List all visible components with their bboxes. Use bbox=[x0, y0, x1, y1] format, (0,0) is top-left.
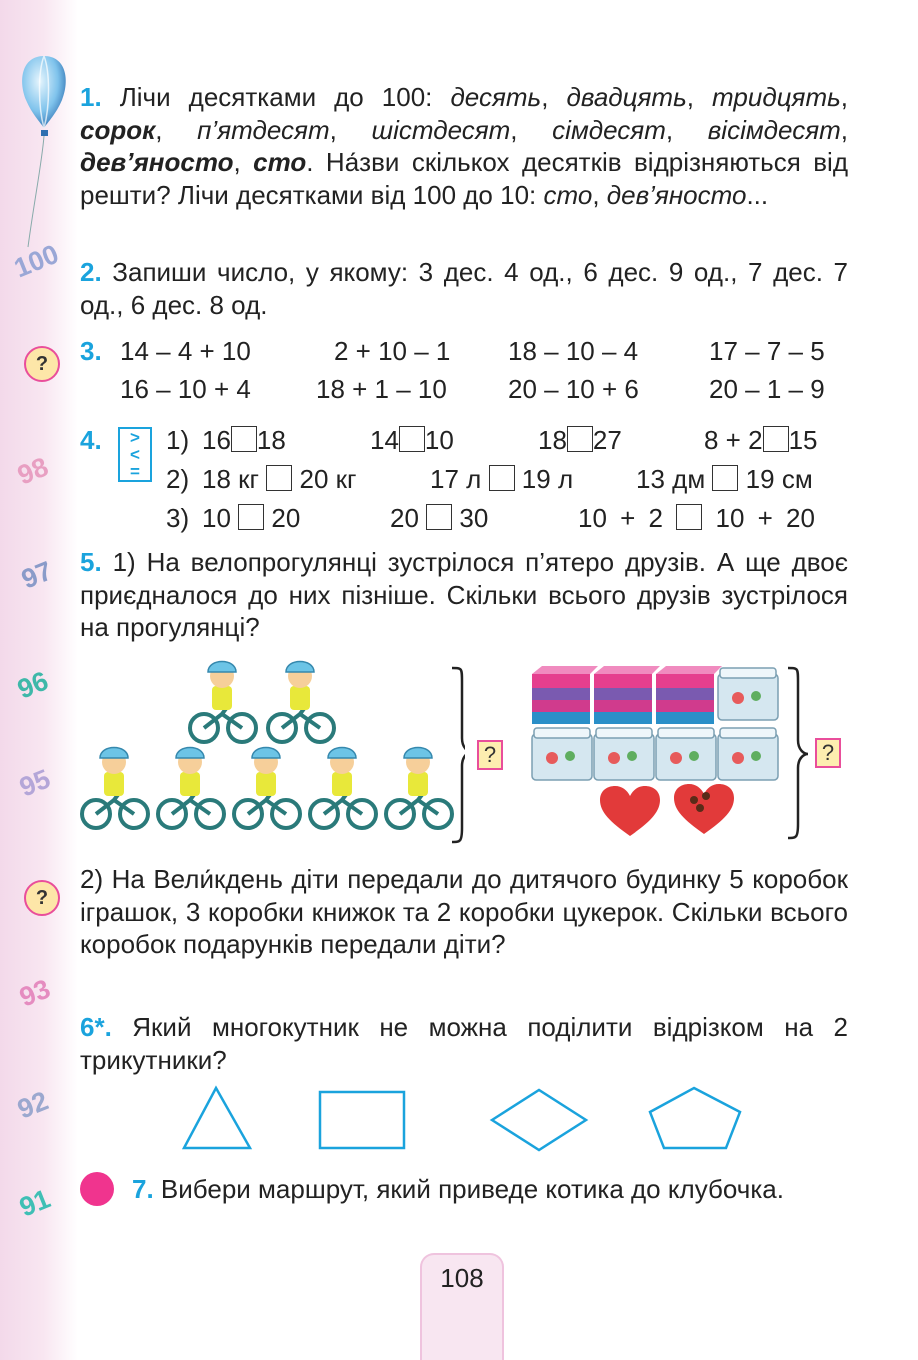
task-number: 7. bbox=[132, 1174, 154, 1204]
side-number: 95 bbox=[15, 763, 55, 803]
side-number: 100 bbox=[9, 238, 63, 284]
triangle-shape bbox=[184, 1088, 250, 1148]
word: дев’яносто bbox=[606, 179, 747, 210]
right: 20 bbox=[271, 503, 301, 533]
rectangle-shape bbox=[320, 1092, 404, 1148]
answer-box[interactable] bbox=[489, 465, 515, 491]
page-number bbox=[420, 1253, 504, 1360]
task-number: 5. bbox=[80, 547, 102, 577]
question-icon: ? bbox=[24, 346, 60, 382]
expression: 17 – 7 – 5 bbox=[709, 336, 825, 366]
word: п’ятдесят bbox=[197, 114, 330, 145]
sign: = bbox=[130, 462, 140, 481]
task-number: 6*. bbox=[80, 1012, 112, 1042]
compare-item bbox=[202, 425, 286, 456]
text: Лічи десятками до 100: bbox=[101, 82, 451, 112]
polygons-row bbox=[180, 1084, 750, 1156]
task-5-text: 1) На велопрогулянці зустрілося п’ятеро друзів. А ще двоє приєдналося до них пізніше. Скільки всього друзів зустрілося на прогулянці? bbox=[80, 547, 848, 642]
task-1 bbox=[80, 81, 848, 211]
answer-question-box[interactable]: ? bbox=[477, 740, 503, 770]
task-5-part-2: 2) На Вели́кдень діти передали до дитячого будинку 5 коробок іграшок, 3 коробки книжок та 2 коробки цукерок. Скільки всього коробок подарунків передали діти? bbox=[80, 864, 848, 959]
compare-item bbox=[578, 503, 815, 534]
expression: 20 – 10 + 6 bbox=[508, 374, 639, 404]
cyclists-illustration bbox=[80, 658, 465, 846]
compare-item bbox=[202, 503, 300, 534]
text: , bbox=[665, 114, 708, 145]
task-2 bbox=[80, 256, 848, 321]
left: 18 bbox=[538, 425, 567, 455]
text: ... bbox=[746, 179, 769, 210]
question-icon: ? bbox=[24, 880, 60, 916]
task-3-row-1 bbox=[80, 336, 102, 367]
task-7 bbox=[132, 1173, 848, 1206]
right: 15 bbox=[788, 425, 818, 455]
left: 10 + 2 bbox=[578, 503, 664, 533]
expression: 16 – 10 + 4 bbox=[120, 374, 251, 404]
left: 13 дм bbox=[636, 464, 706, 494]
word: двадцять bbox=[566, 82, 687, 112]
left: 10 bbox=[202, 503, 231, 533]
expression: 2 + 10 – 1 bbox=[334, 336, 451, 366]
row-label: 3) bbox=[166, 503, 190, 533]
compare-item bbox=[704, 425, 817, 456]
answer-box[interactable] bbox=[238, 504, 264, 530]
rhombus-shape bbox=[492, 1090, 586, 1150]
side-number: 97 bbox=[17, 555, 57, 595]
task-2-text: Запиши число, у якому: 3 дес. 4 од., 6 дес. 9 од., 7 дес. 7 од., 6 дес. 8 од. bbox=[80, 257, 848, 320]
text: , bbox=[510, 114, 553, 145]
text: , bbox=[686, 82, 713, 112]
answer-box[interactable] bbox=[399, 426, 425, 452]
expression: 18 – 10 – 4 bbox=[508, 336, 639, 366]
compare-item bbox=[430, 464, 573, 495]
pentagon-shape bbox=[650, 1088, 740, 1148]
task-5-part-1 bbox=[80, 546, 848, 644]
sign: > bbox=[130, 428, 140, 447]
side-number: 91 bbox=[15, 1183, 55, 1223]
right: 19 см bbox=[745, 464, 813, 494]
right: 10 + 20 bbox=[715, 503, 815, 533]
answer-question-box[interactable]: ? bbox=[815, 738, 841, 768]
word: сімдесят bbox=[552, 114, 666, 145]
compare-signs-box bbox=[118, 427, 152, 482]
left: 8 + 2 bbox=[704, 425, 763, 455]
row-label: 2) bbox=[166, 464, 190, 494]
text: , bbox=[840, 82, 849, 112]
word: десять bbox=[450, 82, 542, 112]
right: 10 bbox=[424, 425, 454, 455]
side-number: 96 bbox=[13, 665, 53, 705]
left: 17 л bbox=[430, 464, 482, 494]
expression: 18 + 1 – 10 bbox=[316, 374, 447, 404]
expression: 20 – 1 – 9 bbox=[709, 374, 825, 404]
task-6-text: Який многокутник не можна поділити відрізком на 2 трикутники? bbox=[80, 1012, 848, 1075]
word-bold: дев’яносто bbox=[80, 147, 234, 177]
task-4-number bbox=[80, 425, 102, 456]
side-number: 98 bbox=[13, 451, 53, 491]
word: тридцять bbox=[712, 82, 841, 112]
text: . На́зви скількох десятків відрізняються від решти? Лічи десятками від 100 до 10: bbox=[80, 147, 848, 210]
answer-box[interactable] bbox=[231, 426, 257, 452]
task-number: 2. bbox=[80, 257, 102, 287]
answer-box[interactable] bbox=[426, 504, 452, 530]
side-number: 92 bbox=[13, 1085, 53, 1125]
compare-item bbox=[202, 464, 357, 495]
answer-box[interactable] bbox=[567, 426, 593, 452]
word: сто bbox=[543, 179, 593, 210]
right: 18 bbox=[256, 425, 286, 455]
answer-box[interactable] bbox=[266, 465, 292, 491]
answer-box[interactable] bbox=[712, 465, 738, 491]
left: 16 bbox=[202, 425, 231, 455]
left: 14 bbox=[370, 425, 399, 455]
compare-item bbox=[538, 425, 622, 456]
right: 20 кг bbox=[299, 464, 357, 494]
balloon-illustration bbox=[12, 52, 82, 252]
answer-box[interactable] bbox=[676, 504, 702, 530]
compare-item bbox=[370, 425, 454, 456]
gifts-illustration bbox=[528, 660, 810, 846]
text: , bbox=[541, 82, 567, 112]
task-6 bbox=[80, 1011, 848, 1076]
marker-dot bbox=[80, 1172, 114, 1206]
task-number: 1. bbox=[80, 82, 102, 112]
task-number: 4. bbox=[80, 425, 102, 455]
text: , bbox=[155, 114, 198, 145]
right: 19 л bbox=[521, 464, 574, 494]
expression: 14 – 4 + 10 bbox=[120, 336, 251, 366]
sign: < bbox=[130, 445, 140, 464]
task-number: 3. bbox=[80, 336, 102, 366]
compare-item bbox=[390, 503, 488, 534]
side-number: 93 bbox=[15, 973, 55, 1013]
text: , bbox=[840, 114, 849, 145]
text: , bbox=[592, 179, 607, 210]
row-label: 1) bbox=[166, 425, 190, 455]
word-bold: сто bbox=[253, 147, 307, 177]
task-7-text: Вибери маршрут, який приведе котика до клубочка. bbox=[153, 1174, 784, 1204]
compare-item bbox=[636, 464, 813, 495]
text: , bbox=[329, 114, 372, 145]
right: 30 bbox=[459, 503, 489, 533]
answer-box[interactable] bbox=[763, 426, 789, 452]
right: 27 bbox=[592, 425, 622, 455]
word-bold: сорок bbox=[80, 114, 156, 145]
text: , bbox=[233, 147, 254, 177]
word: вісімдесят bbox=[707, 114, 841, 145]
left: 20 bbox=[390, 503, 419, 533]
word: шістдесят bbox=[371, 114, 511, 145]
left: 18 кг bbox=[202, 464, 260, 494]
page-number-text: 108 bbox=[440, 1263, 484, 1293]
